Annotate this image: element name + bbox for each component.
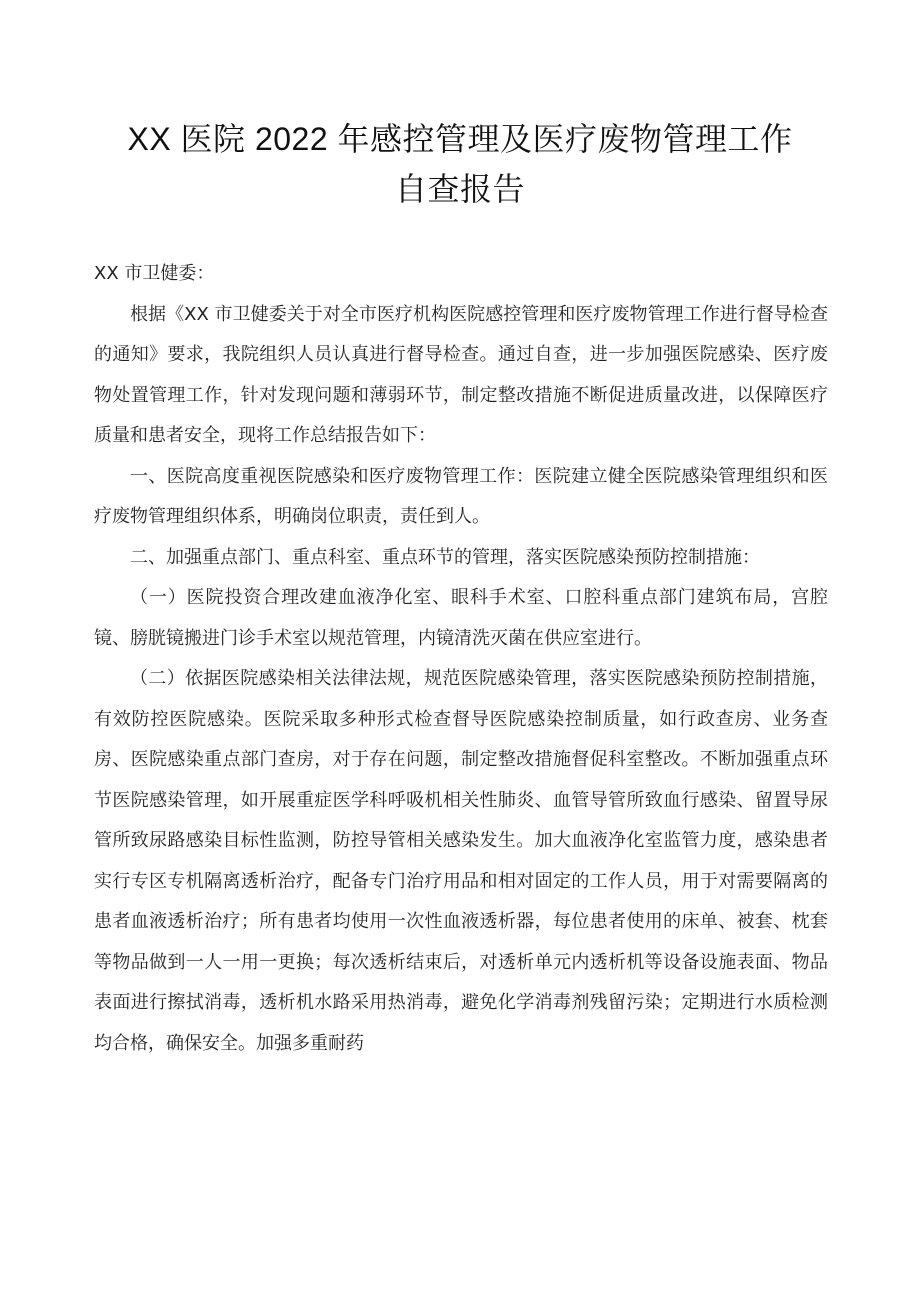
document-body [94, 254, 828, 1064]
document-title [60, 114, 860, 214]
salutation: XX 市卫健委： [94, 263, 215, 284]
title-line-2: 自查报告 [394, 171, 525, 207]
title-line-1: XX 医院 2022 年感控管理及医疗废物管理工作 [127, 121, 793, 157]
paragraph-subsection-1: （一）医院投资合理改建血液净化室、眼科手术室、口腔科重点部门建筑布局，宫腔镜、膀胱镜搬进门诊手术室以规范管理，内镜清洗灭菌在供应室进行。 [94, 587, 828, 649]
paragraph-section-1: 一、医院高度重视医院感染和医疗废物管理工作：医院建立健全医院感染管理组织和医疗废物管理组织体系，明确岗位职责，责任到人。 [94, 465, 828, 527]
paragraph-section-2: 二、加强重点部门、重点科室、重点环节的管理，落实医院感染预防控制措施： [130, 546, 760, 568]
paragraph-intro: 根据《XX 市卫健委关于对全市医疗机构医院感控管理和医疗废物管理工作进行督导检查的通知》要求，我院组织人员认真进行督导检查。通过自查，进一步加强医院感染、医疗废物处置管理工作，针对发现问题和薄弱环节，制定整改措施不断促进质量改进，以保障医疗质量和患者安全，现将工作总结报告如下： [94, 303, 828, 446]
paragraph-subsection-2: （二）依据医院感染相关法律法规，规范医院感染管理，落实医院感染预防控制措施，有效防控医院感染。医院采取多种形式检查督导医院感染控制质量，如行政查房、业务查房、医院感染重点部门查房，对于存在问题，制定整改措施督促科室整改。不断加强重点环节医院感染管理，如开展重症医学科呼吸机相关性肺炎、血管导管所致血行感染、留置导尿管所致尿路感染目标性监测，防控导管相关感染发生。加大血液净化室监管力度，感染患者实行专区专机隔离透析治疗，配备专门治疗用品和相对固定的工作人员，用于对需要隔离的患者血液透析治疗；所有患者均使用一次性血液透析器，每位患者使用的床单、被套、枕套等物品做到一人一用一更换；每次透析结束后，对透析单元内透析机等设备设施表面、物品表面进行擦拭消毒，透析机水路采用热消毒，避免化学消毒剂残留污染；定期进行水质检测均合格，确保安全。加强多重耐药 [94, 668, 828, 1054]
